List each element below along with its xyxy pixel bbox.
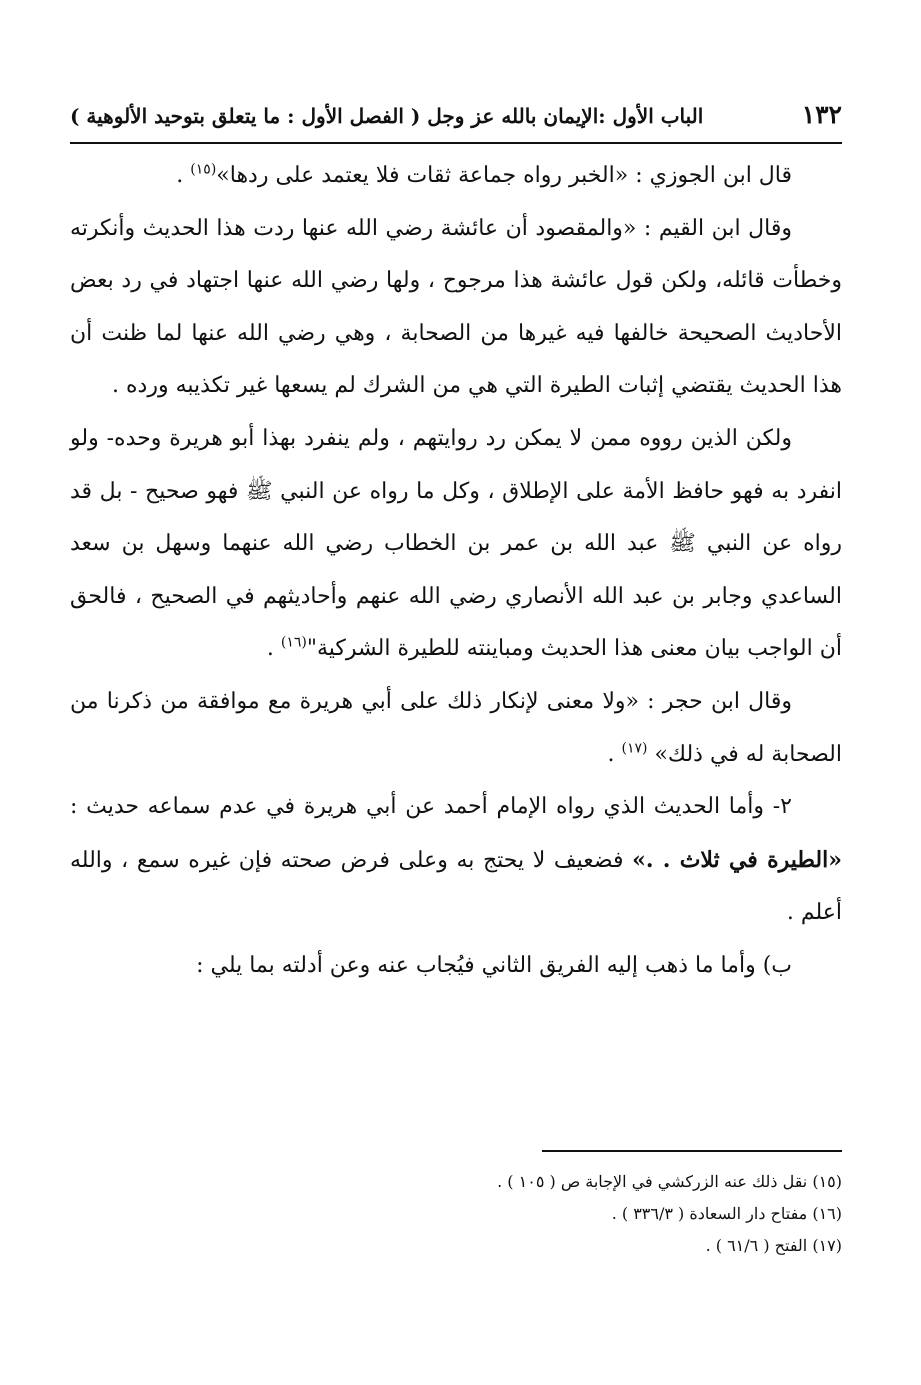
paragraph-text: قال ابن الجوزي : «الخبر رواه جماعة ثقات فلا يعتمد على ردها» — [216, 163, 792, 188]
page-header — [70, 96, 842, 144]
main-text — [70, 150, 842, 993]
footnote-15: (١٥) نقل ذلك عنه الزركشي في الإجابة ص ( ١٠٥ ) . — [497, 1172, 842, 1191]
paragraph-text: ولكن الذين رووه ممن لا يمكن رد روايتهم ، ولم ينفرد بهذا أبو هريرة وحده- ولو انفرد به فهو حافظ الأمة على الإطلاق ، وكل ما رواه عن النبي ﷺ فهو صحيح - بل قد رواه عن النبي ﷺ عبد الله بن عمر بن الخطاب رضي الله عنهما وسهل بن سعد الساعدي وجابر بن عبد الله الأنصاري رضي الله عنهم وأحاديثهم في الصحيح ، فالحق أن الواجب بيان معنى هذا الحديث ومباينته للطيرة الشركية" — [70, 425, 842, 662]
paragraph-ibn-al-jawzi — [70, 150, 842, 203]
running-title: الباب الأول :الإيمان بالله عز وجل ( الفصل الأول : ما يتعلق بتوحيد الألوهية ) — [70, 104, 704, 128]
footnote-ref-15: (١٥) — [190, 161, 217, 178]
paragraph-point-b — [70, 940, 842, 993]
footnote-16: (١٦) مفتاح دار السعادة ( ٣٣٦/٣ ) . — [611, 1204, 842, 1223]
paragraph-narrators — [70, 413, 842, 676]
paragraph-tail: . — [607, 741, 622, 767]
footnote-ref-17: (١٧) — [621, 740, 648, 757]
paragraph-tail: . — [266, 636, 281, 662]
paragraph-text: وقال ابن حجر : «ولا معنى لإنكار ذلك على أبي هريرة مع موافقة من ذكرنا من الصحابة له في ذلك» — [70, 688, 842, 767]
paragraph-tail: . — [176, 163, 191, 188]
paragraph-ibn-al-qayyim — [70, 203, 842, 413]
paragraph-text: فضعيف لا يحتج به وعلى فرض صحته فإن غيره سمع ، والله أعلم . — [70, 847, 842, 926]
paragraph-point-2 — [70, 781, 842, 940]
footnote-divider — [542, 1150, 842, 1152]
hadith-quote: «الطيرة في ثلاث . .» — [632, 846, 842, 873]
footnote-17: (١٧) الفتح ( ٦١/٦ ) . — [705, 1236, 842, 1255]
footnotes — [70, 1150, 842, 1262]
footnote-ref-16: (١٦) — [280, 635, 307, 652]
paragraph-text: ب) وأما ما ذهب إليه الفريق الثاني فيُجاب عنه وعن أدلته بما يلي : — [196, 952, 792, 978]
paragraph-text: ٢- وأما الحديث الذي رواه الإمام أحمد عن أبي هريرة في عدم سماعه حديث : — [70, 794, 792, 820]
paragraph-text: وقال ابن القيم : «والمقصود أن عائشة رضي الله عنها ردت هذا الحديث وأنكرته وخطأت قائله، ولكن قول عائشة هذا مرجوح ، ولها رضي الله عنها اجتهاد في رد بعض الأحاديث الصحيحة خالفها فيه غيرها من الصحابة ، وهي رضي الله عنها لما ظنت أن هذا الحديث يقتضي إثبات الطيرة التي هي من الشرك لم يسعها غير تكذيبه ورده . — [70, 215, 842, 399]
paragraph-ibn-hajar — [70, 676, 842, 781]
page-number: ١٣٢ — [801, 100, 842, 129]
